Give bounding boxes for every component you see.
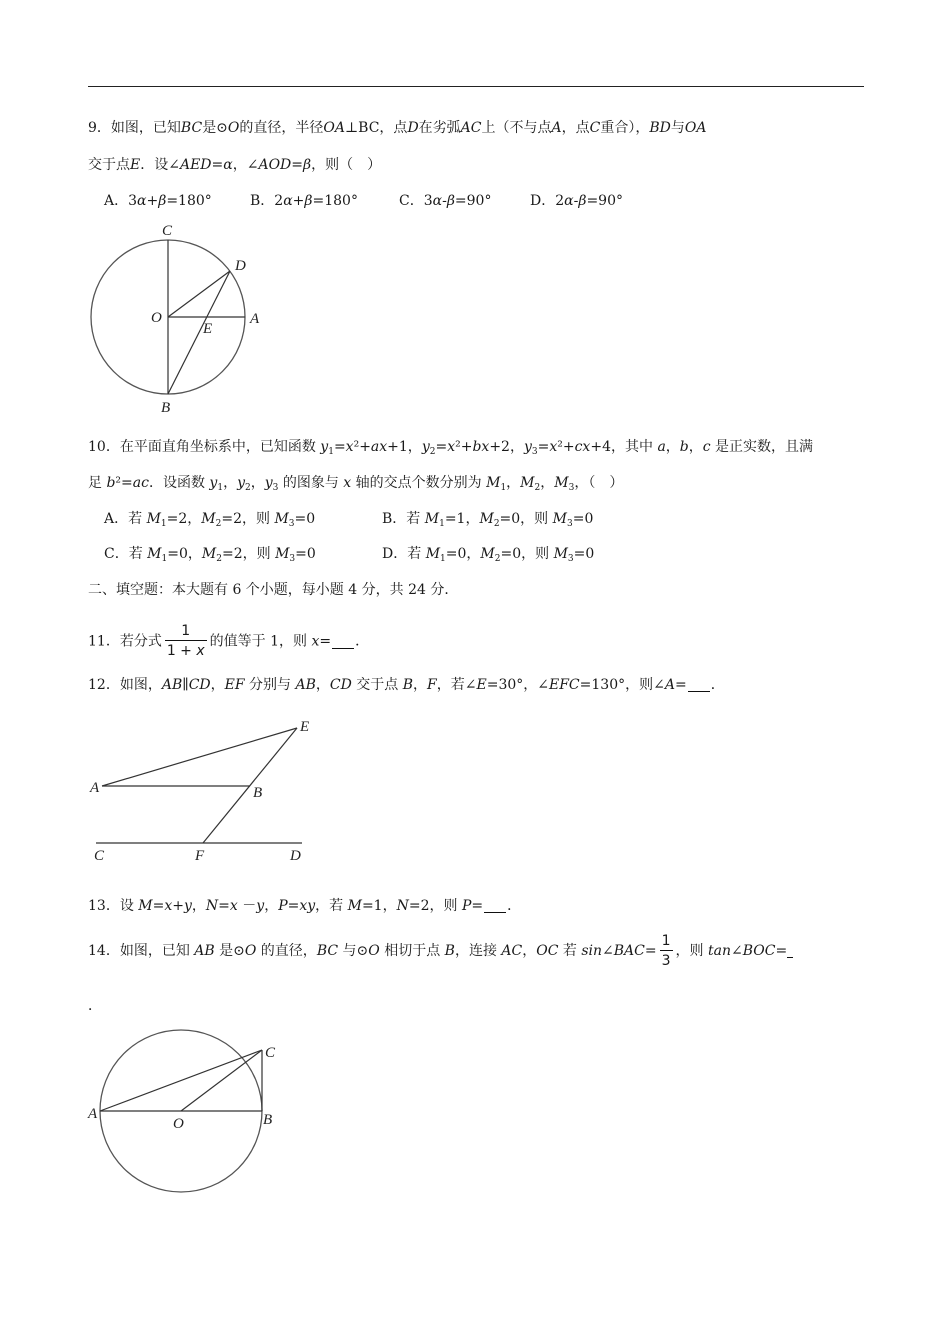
q9-label-d: D bbox=[235, 258, 246, 274]
q13-line: 13．设 M=x+y，N=x －y，P=xy，若 M=1，N=2，则 P= ． bbox=[88, 898, 522, 914]
q14-label-o: O bbox=[173, 1116, 184, 1132]
q12-label-b: B bbox=[253, 785, 263, 801]
q9-option-d[interactable]: D．2α-β=90° bbox=[530, 193, 623, 209]
q9-label-b: B bbox=[161, 400, 171, 416]
q11-number: 11． bbox=[88, 633, 120, 650]
q14-number: 14． bbox=[88, 943, 120, 959]
q14-line: 14．如图，已知 AB 是⊙O 的直径，BC 与⊙O 相切于点 B，连接 AC，OC 若 sin∠BAC= $\frac{1}{3}$ ，则 tan∠BOC= bbox=[88, 930, 793, 972]
q9-label-a: A bbox=[250, 311, 260, 327]
section-heading-fill-in: 二、填空题：本大题有 6 个小题，每小题 4 分，共 24 分． bbox=[88, 582, 459, 598]
q12-line: 12．如图，AB∥CD，EF 分别与 AB，CD 交于点 B，F，若∠E=30°，∠EFC=130°，则∠A= ． bbox=[88, 677, 725, 693]
q11-fraction: $\frac{1}{1 + x}$ bbox=[166, 623, 205, 659]
q12-label-e: E bbox=[300, 719, 310, 735]
q9-label-e: E bbox=[203, 321, 213, 337]
q12-label-a: A bbox=[90, 780, 100, 796]
q10-option-a[interactable]: A．若 $M_1=2$，$M_2=2$，则 $M_3=0$ bbox=[104, 511, 316, 529]
q14-label-a: A bbox=[88, 1106, 98, 1122]
q10-line-2: 足 b²=ac．设函数 $y_1$，$y_2$，$y_3$ 的图象与 x 轴的交点个数分别为 $M_1$，$M_2$，$M_3$，（ ） bbox=[88, 475, 624, 493]
q14-segment-ac bbox=[100, 1050, 262, 1111]
q14-label-c: C bbox=[265, 1045, 276, 1061]
q9-option-a[interactable]: A．3α+β=180° bbox=[104, 193, 212, 209]
q9-number: 9． bbox=[88, 120, 111, 136]
q9-line-2: 交于点E．设∠AED=α，∠AOD=β，则（ ） bbox=[88, 157, 382, 173]
q10-line-1: 10．在平面直角坐标系中，已知函数 $y_1=x^2+ax+1$，$y_2=x^2+bx+2$，$y_3=x^2+cx+4$，其中 a，b，c 是正实数，且满 bbox=[88, 439, 814, 457]
q14-fraction: $\frac{1}{3}$ bbox=[661, 932, 671, 969]
q9-label-c: C bbox=[162, 223, 173, 239]
q11-line: 11．若分式 $\frac{1}{1 + x}$ 的值等于 1，则 x= ． bbox=[88, 623, 370, 659]
q12-label-f: F bbox=[195, 848, 205, 864]
q10-option-c[interactable]: C．若 $M_1=0$，$M_2=2$，则 $M_3=0$ bbox=[104, 546, 316, 564]
q12-label-d: D bbox=[290, 848, 301, 864]
q9-line-1: 9．如图，已知BC是⊙O的直径，半径OA⊥BC，点D在劣弧AC上（不与点A，点C重合），BD与OA bbox=[88, 120, 707, 136]
q10-number: 10． bbox=[88, 439, 120, 455]
q12-label-c: C bbox=[94, 848, 105, 864]
q9-option-b[interactable]: B．2α+β=180° bbox=[250, 193, 358, 209]
q12-number: 12． bbox=[88, 677, 120, 693]
q14-label-b: B bbox=[263, 1112, 273, 1128]
q9-label-o: O bbox=[151, 310, 162, 326]
q10-option-b[interactable]: B．若 $M_1=1$，$M_2=0$，则 $M_3=0$ bbox=[382, 511, 594, 529]
q14-line-end: ． bbox=[88, 998, 102, 1014]
q10-option-d[interactable]: D．若 $M_1=0$，$M_2=0$，则 $M_3=0$ bbox=[382, 546, 595, 564]
q13-number: 13． bbox=[88, 898, 120, 914]
q9-option-c[interactable]: C．3α-β=90° bbox=[399, 193, 492, 209]
q14-segment-oc bbox=[181, 1050, 262, 1111]
